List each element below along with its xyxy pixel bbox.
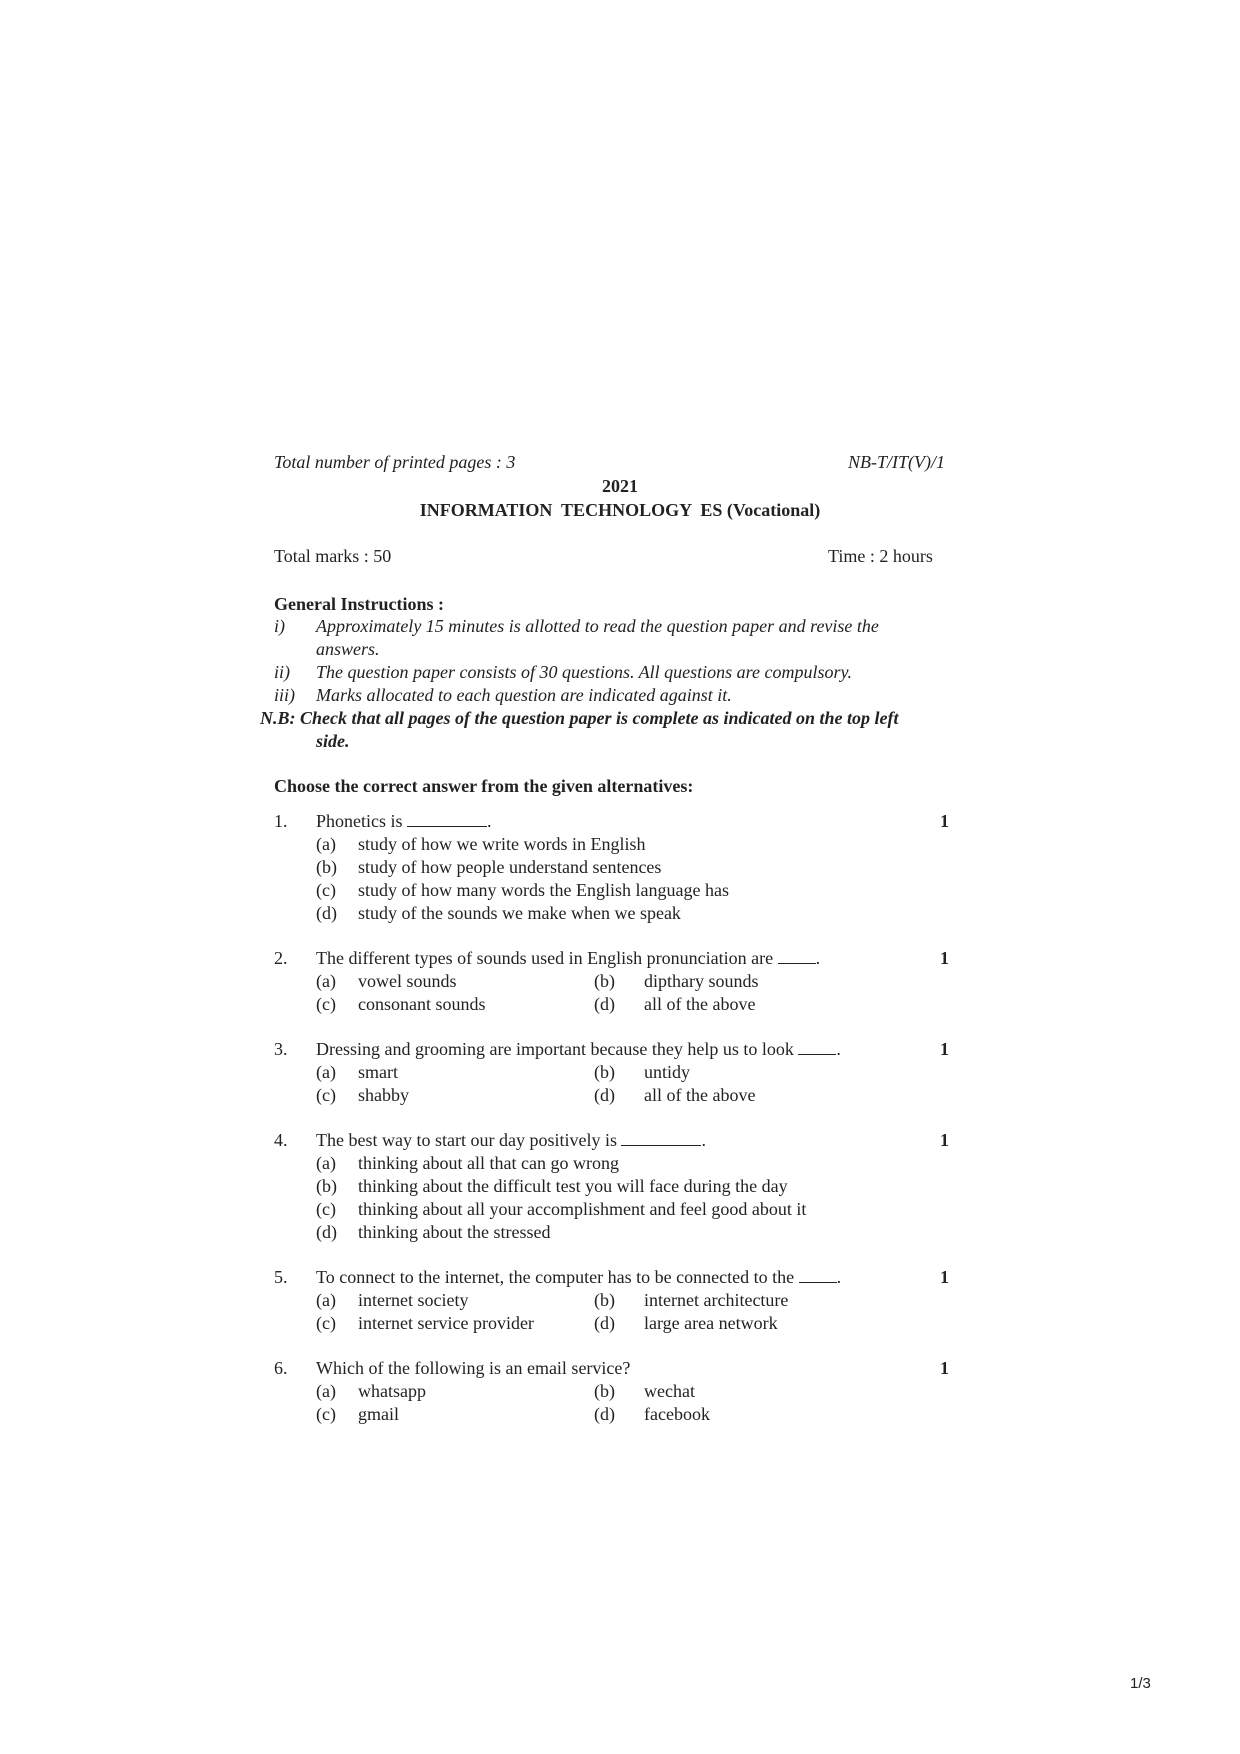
question-marks: 1	[940, 1358, 949, 1378]
question-marks: 1	[940, 1267, 949, 1287]
question-text: The best way to start our day positively is .	[316, 1130, 706, 1150]
question-marks: 1	[940, 1039, 949, 1059]
answer-blank	[798, 1038, 836, 1055]
option-text: vowel sounds	[358, 971, 457, 991]
question-number: 6.	[274, 1358, 288, 1378]
option-text: dipthary sounds	[644, 971, 759, 991]
option-label: (b)	[594, 1381, 615, 1401]
option-label: (a)	[316, 1290, 336, 1310]
exam-year: 2021	[602, 476, 638, 496]
option-label: (c)	[316, 1313, 336, 1333]
option-label: (a)	[316, 1062, 336, 1082]
question-number: 4.	[274, 1130, 288, 1150]
option-label: (d)	[316, 1222, 337, 1242]
instruction-num: ii)	[274, 662, 290, 682]
option-label: (b)	[316, 1176, 337, 1196]
option-text: gmail	[358, 1404, 399, 1424]
instruction-text: The question paper consists of 30 questions. All questions are compulsory.	[316, 662, 852, 682]
pages-note: Total number of printed pages : 3	[274, 452, 516, 472]
question-4	[274, 1129, 954, 1244]
option-text: all of the above	[644, 994, 756, 1014]
option-label: (d)	[594, 1404, 615, 1424]
option-text: internet service provider	[358, 1313, 534, 1333]
option-text: wechat	[644, 1381, 695, 1401]
option-text: thinking about all your accomplishment and feel good about it	[358, 1199, 807, 1219]
question-text: Dressing and grooming are important because they help us to look .	[316, 1039, 841, 1059]
option-text: all of the above	[644, 1085, 756, 1105]
option-label: (a)	[316, 1381, 336, 1401]
option-label: (c)	[316, 994, 336, 1014]
option-text: smart	[358, 1062, 398, 1082]
option-label: (b)	[316, 857, 337, 877]
total-marks: Total marks : 50	[274, 546, 392, 566]
question-text: Phonetics is .	[316, 811, 492, 831]
instructions-heading: General Instructions :	[274, 594, 444, 614]
question-number: 5.	[274, 1267, 288, 1287]
question-text: Which of the following is an email service?	[316, 1358, 631, 1378]
question-6	[274, 1357, 954, 1426]
question-1	[274, 810, 954, 925]
option-text: facebook	[644, 1404, 710, 1424]
question-number: 1.	[274, 811, 288, 831]
option-label: (a)	[316, 834, 336, 854]
option-label: (d)	[594, 994, 615, 1014]
question-number: 3.	[274, 1039, 288, 1059]
option-text: thinking about the stressed	[358, 1222, 551, 1242]
question-marks: 1	[940, 811, 949, 831]
answer-blank	[799, 1266, 837, 1283]
option-text: internet architecture	[644, 1290, 789, 1310]
paper-code: NB-T/IT(V)/1	[848, 452, 945, 472]
paper-title: INFORMATION TECHNOLOGY ES (Vocational)	[419, 500, 821, 520]
option-label: (b)	[594, 1062, 615, 1082]
nb-note: N.B: Check that all pages of the question paper is complete as indicated on the top left	[260, 708, 899, 728]
instruction-text: Approximately 15 minutes is allotted to read the question paper and revise the	[316, 616, 879, 636]
question-text: To connect to the internet, the computer has to be connected to the .	[316, 1267, 842, 1287]
instruction-text-cont: answers.	[316, 639, 380, 659]
option-label: (a)	[316, 971, 336, 991]
option-label: (c)	[316, 880, 336, 900]
question-text: The different types of sounds used in English pronunciation are .	[316, 948, 821, 968]
nb-note-cont: side.	[316, 731, 350, 751]
question-5	[274, 1266, 954, 1335]
option-text: large area network	[644, 1313, 778, 1333]
question-number: 2.	[274, 948, 288, 968]
option-text: study of how many words the English language has	[358, 880, 729, 900]
section-heading: Choose the correct answer from the given alternatives:	[274, 776, 694, 796]
option-label: (b)	[594, 1290, 615, 1310]
option-label: (c)	[316, 1199, 336, 1219]
option-text: consonant sounds	[358, 994, 486, 1014]
option-label: (c)	[316, 1085, 336, 1105]
question-2	[274, 947, 954, 1016]
option-label: (d)	[594, 1085, 615, 1105]
option-text: internet society	[358, 1290, 469, 1310]
option-text: untidy	[644, 1062, 691, 1082]
question-marks: 1	[940, 948, 949, 968]
option-label: (b)	[594, 971, 615, 991]
option-text: study of how we write words in English	[358, 834, 646, 854]
option-label: (c)	[316, 1404, 336, 1424]
option-label: (d)	[316, 903, 337, 923]
option-text: whatsapp	[358, 1381, 426, 1401]
question-marks: 1	[940, 1130, 949, 1150]
instruction-text: Marks allocated to each question are indicated against it.	[316, 685, 732, 705]
page-number: 1/3	[1130, 1675, 1151, 1692]
instruction-num: iii)	[274, 685, 295, 705]
answer-blank	[778, 947, 816, 964]
option-text: study of how people understand sentences	[358, 857, 662, 877]
answer-blank	[621, 1129, 701, 1146]
answer-blank	[407, 810, 487, 827]
instruction-num: i)	[274, 616, 285, 636]
option-label: (d)	[594, 1313, 615, 1333]
option-text: thinking about the difficult test you will face during the day	[358, 1176, 788, 1196]
question-3	[274, 1038, 954, 1107]
option-text: shabby	[358, 1085, 409, 1105]
option-text: thinking about all that can go wrong	[358, 1153, 619, 1173]
option-text: study of the sounds we make when we speak	[358, 903, 681, 923]
time-allowed: Time : 2 hours	[828, 546, 933, 566]
option-label: (a)	[316, 1153, 336, 1173]
